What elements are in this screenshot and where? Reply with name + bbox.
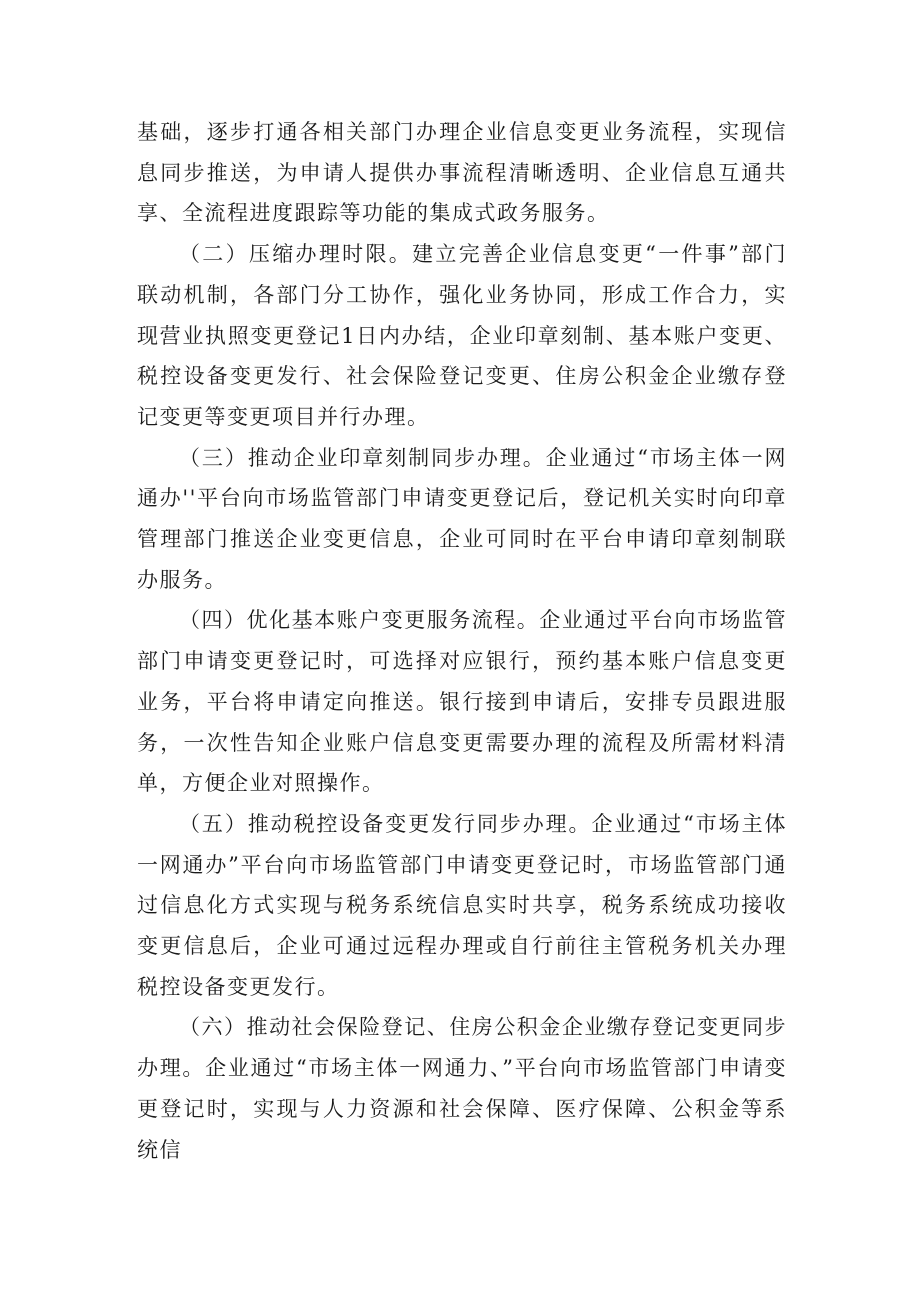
paragraph-continuation: 基础，逐步打通各相关部门办理企业信息变更业务流程，实现信息同步推送，为申请人提供办事流程清晰透明、企业信息互通共享、全流程进度跟踪等功能的集成式政务服务。 <box>137 120 787 226</box>
paragraph-item-3: （三）推动企业印章刻制同步办理。企业通过“市场主体一网通办''平台向市场监管部门申请变更登记后，登记机关实时向印章管理部门推送企业变更信息，企业可同时在平台申请印章刻制联办服务。 <box>137 445 787 592</box>
paragraph-item-5: （五）推动税控设备变更发行同步办理。企业通过“市场主体一网通办”平台向市场监管部门申请变更登记时，市场监管部门通过信息化方式实现与税务系统信息实时共享，税务系统成功接收变更信息后，企业可通过远程办理或自行前往主管税务机关办理税控设备变更发行。 <box>137 811 787 999</box>
paragraph-item-6: （六）推动社会保险登记、住房公积金企业缴存登记变更同步办理。企业通过“市场主体一网通力、”平台向市场监管部门申请变更登记时，实现与人力资源和社会保障、医疗保障、公积金等系统信 <box>137 1015 787 1162</box>
document-body <box>137 112 787 1170</box>
paragraph-item-4: （四）优化基本账户变更服务流程。企业通过平台向市场监管部门申请变更登记时，可选择对应银行，预约基本账户信息变更业务，平台将申请定向推送。银行接到申请后，安排专员跟进服务，一次性告知企业账户信息变更需要办理的流程及所需材料清单，方便企业对照操作。 <box>137 608 787 796</box>
paragraph-item-2: （二）压缩办理时限。建立完善企业信息变更“一件事”部门联动机制，各部门分工协作，强化业务协同，形成工作合力，实现营业执照变更登记1日内办结，企业印章刻制、基本账户变更、税控设备变更发行、社会保险登记变更、住房公积金企业缴存登记变更等变更项目并行办理。 <box>137 242 787 429</box>
